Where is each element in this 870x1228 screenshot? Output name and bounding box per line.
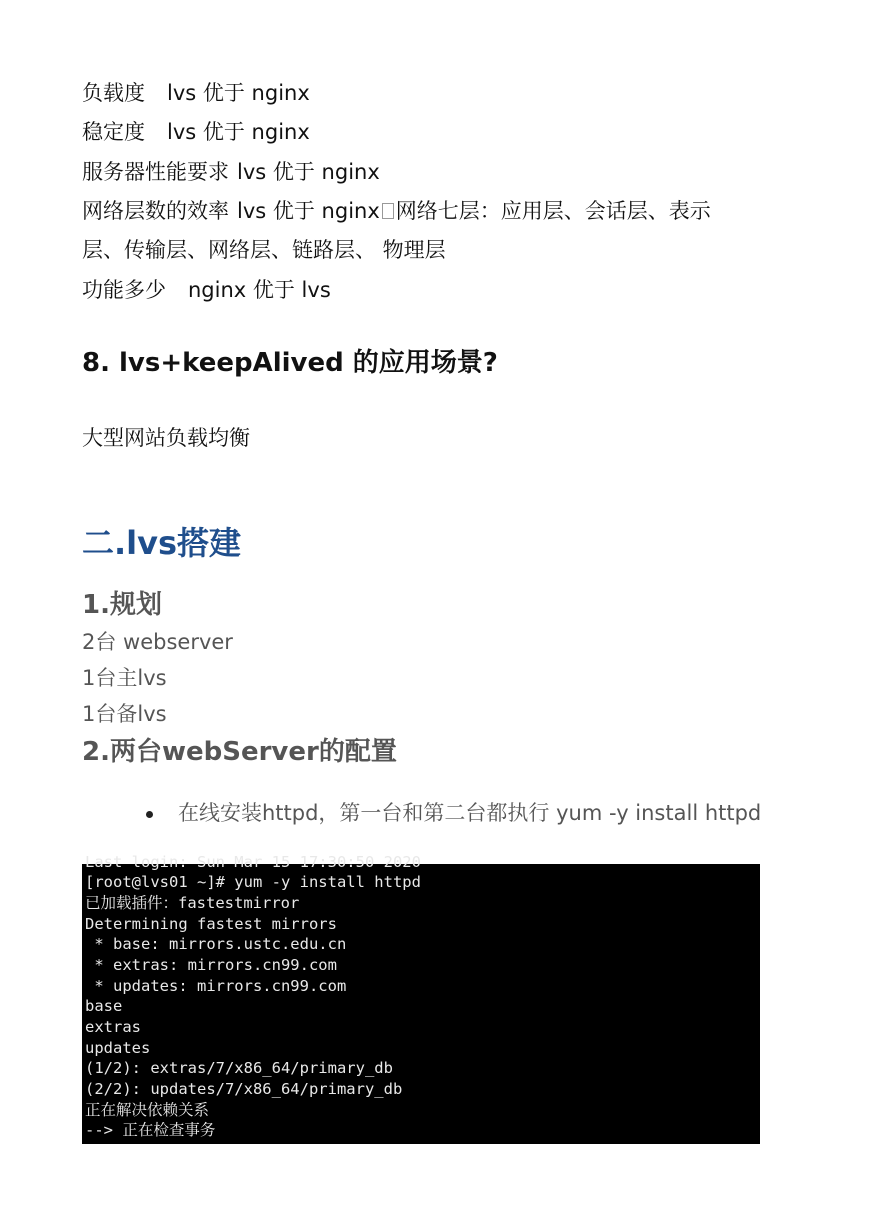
- terminal-line: 正在解决依赖关系: [85, 1101, 210, 1119]
- terminal-line: [root@lvs01 ~]# yum -y install httpd: [85, 873, 421, 891]
- terminal-line: * base: mirrors.ustc.edu.cn: [85, 935, 347, 953]
- terminal-line: * updates: mirrors.cn99.com: [85, 977, 347, 995]
- missing-glyph-icon: [382, 203, 394, 219]
- terminal-line: 已加载插件：fastestmirror: [85, 894, 300, 912]
- comparison-value: lvs 优于 nginx: [167, 81, 310, 105]
- plan-item: 1台主lvs: [82, 666, 167, 690]
- bullet-dot-icon: [146, 811, 153, 818]
- comparison-line-load: [82, 79, 310, 107]
- terminal-line: base: [85, 997, 123, 1015]
- terminal-line: Last login: Sun Mar 15 17:30:50 2020: [85, 853, 421, 871]
- comparison-value: lvs 优于 nginx: [237, 199, 380, 223]
- comparison-label: 网络层数的效率: [82, 199, 229, 223]
- plan-item: 2台 webserver: [82, 630, 233, 654]
- section8-answer: 大型网站负载均衡: [82, 426, 250, 450]
- comparison-value: nginx 优于 lvs: [188, 278, 331, 302]
- comparison-label: 功能多少: [82, 278, 166, 302]
- section8-heading: 8. lvs+keepAlived 的应用场景?: [82, 348, 498, 378]
- comparison-line-continuation: [82, 236, 446, 264]
- plan-item: 1台备lvs: [82, 702, 167, 726]
- comparison-note: 网络七层：应用层、会话层、表示: [395, 199, 711, 223]
- bullet-list-item: [132, 796, 772, 831]
- comparison-label: 负载度: [82, 81, 145, 105]
- terminal-screenshot: [82, 853, 760, 1144]
- comparison-label: 稳定度: [82, 120, 145, 144]
- part2-title: 二.lvs搭建: [82, 524, 242, 562]
- terminal-line: --> 正在检查事务: [85, 1121, 216, 1139]
- terminal-line: extras: [85, 1018, 141, 1036]
- comparison-label: 服务器性能要求: [82, 160, 229, 184]
- bullet-text: 在线安装httpd，第一台和第二台都执行 yum -y install httpd: [178, 801, 762, 825]
- comparison-line-stability: [82, 118, 310, 146]
- config-heading: 2.两台webServer的配置: [82, 737, 397, 767]
- comparison-value: lvs 优于 nginx: [237, 160, 380, 184]
- terminal-line: Determining fastest mirrors: [85, 915, 337, 933]
- comparison-continuation: 层、传输层、网络层、链路层、 物理层: [82, 238, 446, 262]
- comparison-line-features: [82, 276, 331, 304]
- plan-heading: 1.规划: [82, 590, 162, 620]
- terminal-line: * extras: mirrors.cn99.com: [85, 956, 337, 974]
- comparison-line-server-requirements: [82, 158, 380, 186]
- terminal-line: (1/2): extras/7/x86_64/primary_db: [85, 1059, 393, 1077]
- terminal-line: updates: [85, 1039, 151, 1057]
- comparison-value: lvs 优于 nginx: [167, 120, 310, 144]
- comparison-line-network-layers: [82, 197, 711, 225]
- terminal-line: (2/2): updates/7/x86_64/primary_db: [85, 1080, 403, 1098]
